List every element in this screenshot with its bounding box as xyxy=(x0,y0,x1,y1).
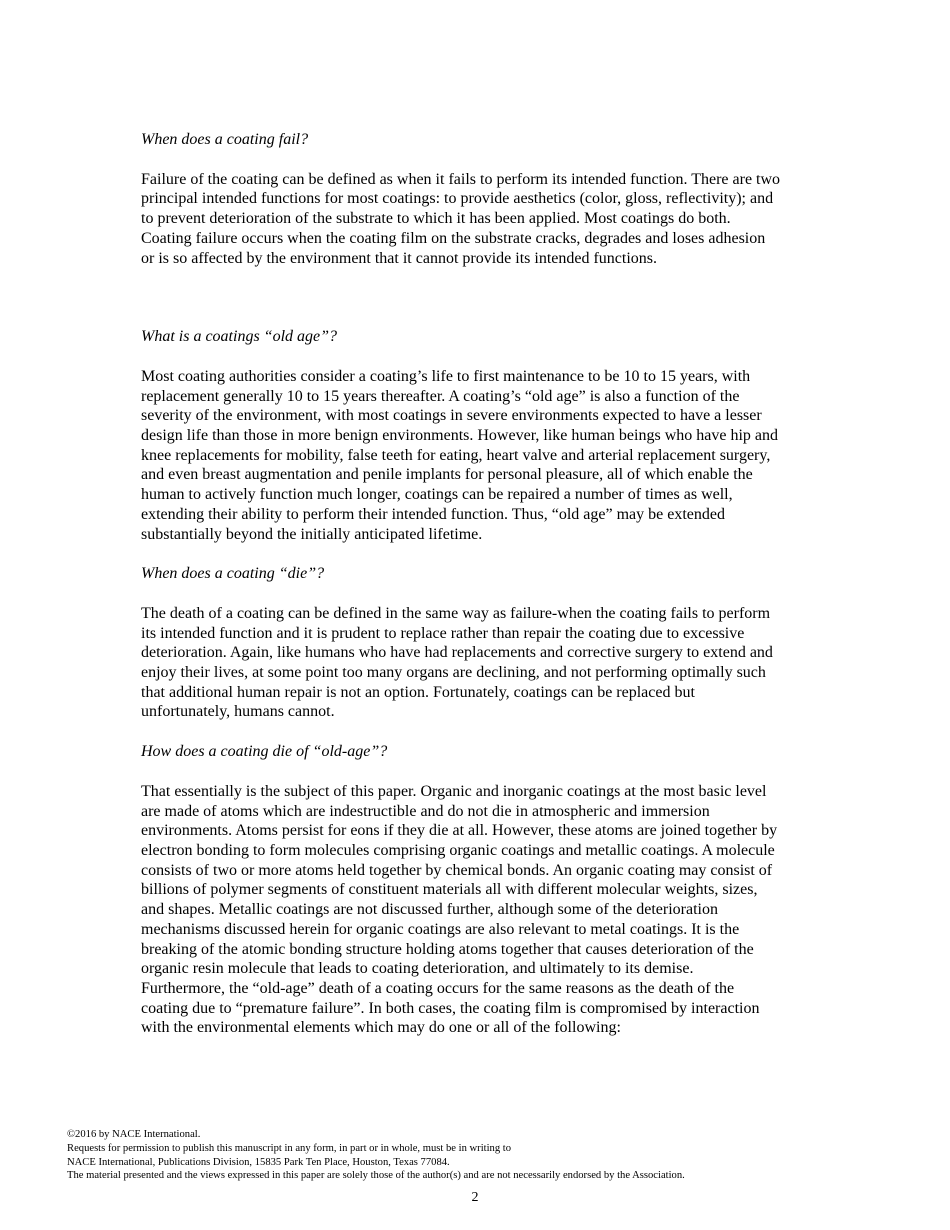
section-heading-coating-die: When does a coating “die”? xyxy=(141,565,325,583)
footer-address: NACE International, Publications Division, 15835 Park Ten Place, Houston, Texas 77084. xyxy=(67,1156,450,1168)
section-body-coating-die: The death of a coating can be defined in the same way as failure-when the coating fails to perform its intended function and it is prudent to replace rather than repair the coating due to excessive deterioration. Again, like humans who have had replacements and corrective surgery to extend and enjoy their lives, at some point too many organs are declining, and not performing optimally such that additional human repair is not an option. Fortunately, coatings can be replaced but unfortunately, humans cannot. xyxy=(141,604,773,721)
page-body xyxy=(141,130,781,1038)
page-number: 2 xyxy=(471,1190,479,1205)
footer-disclaimer: The material presented and the views expressed in this paper are solely those of the author(s) and are not necessarily endorsed by the Association. xyxy=(67,1170,685,1182)
section-body-old-age: Most coating authorities consider a coating’s life to first maintenance to be 10 to 15 years, with replacement generally 10 to 15 years thereafter. A coating’s “old age” is also a function of the severity of the environment, with most coatings in severe environments expected to have a lesser design life than those in more benign environments. However, like human beings who have hip and knee replacements for mobility, false teeth for eating, heart valve and arterial replacement surgery, and even breast augmentation and penile implants for personal pleasure, all of which enable the human to actively function much longer, coatings can be repaired a number of times as well, extending their ability to perform their intended function. Thus, “old age” may be extended substantially beyond the initially anticipated lifetime. xyxy=(141,367,778,543)
section-body-coating-fail: Failure of the coating can be defined as when it fails to perform its intended function. There are two principal intended functions for most coatings: to provide aesthetics (color, gloss, reflectivity); and to prevent deterioration of the substrate to which it has been applied. Most coatings do both. Coating failure occurs when the coating film on the substrate cracks, degrades and loses adhesion or is so affected by the environment that it cannot provide its intended functions. xyxy=(141,170,781,267)
section-body-die-old-age: That essentially is the subject of this paper. Organic and inorganic coatings at the most basic level are made of atoms which are indestructible and do not die in atmospheric and immersion environments. Atoms persist for eons if they die at all. However, these atoms are joined together by electron bonding to form molecules comprising organic coatings and metallic coatings. A molecule consists of two or more atoms held together by chemical bonds. An organic coating may consist of billions of polymer segments of constituent materials all with different molecular weights, sizes, and shapes. Metallic coatings are not discussed further, although some of the deterioration mechanisms discussed herein for organic coatings are also relevant to metal coatings. It is the breaking of the atomic bonding structure holding atoms together that causes deterioration of the organic resin molecule that leads to coating deterioration, and ultimately to its demise. Furthermore, the “old-age” death of a coating occurs for the same reasons as the death of the coating due to “premature failure”. In both cases, the coating film is compromised by interaction with the environmental elements which may do one or all of the following: xyxy=(141,782,778,1037)
section-heading-old-age: What is a coatings “old age”? xyxy=(141,328,338,346)
page-footer xyxy=(67,1128,887,1183)
footer-copyright: ©2016 by NACE International. xyxy=(67,1129,201,1140)
footer-permission: Requests for permission to publish this manuscript in any form, in part or in whole, must be in writing to xyxy=(67,1142,512,1154)
section-heading-coating-fail: When does a coating fail? xyxy=(141,131,309,148)
section-heading-die-old-age: How does a coating die of “old-age”? xyxy=(141,743,388,761)
